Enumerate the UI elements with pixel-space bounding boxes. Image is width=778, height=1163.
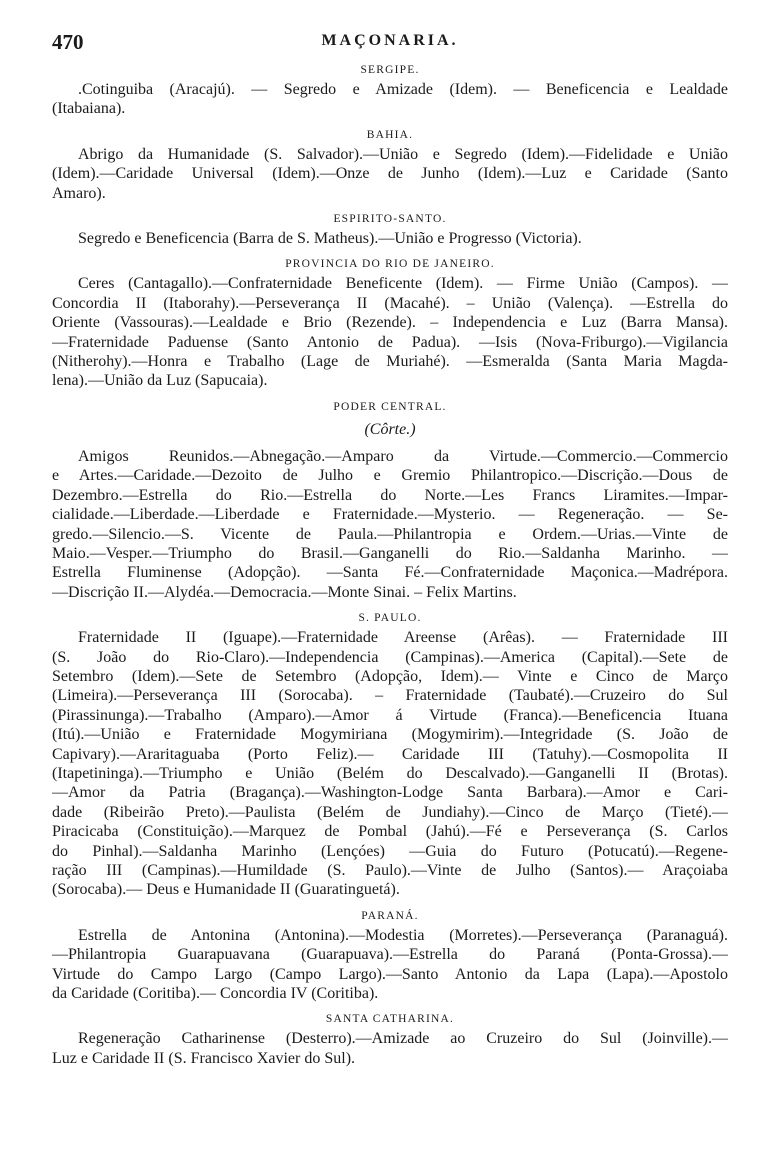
- lodge-paragraph: [52, 229, 728, 248]
- lodge-paragraph: [52, 628, 728, 900]
- text-line: Piracicaba (Constituição).—Marquez de Pombal (Jahú).—Fé e Perseverança (S. Carlos: [52, 823, 728, 841]
- section-heading: S. PAULO.: [358, 612, 422, 625]
- lodge-paragraph: [52, 145, 728, 203]
- province-section: [52, 129, 728, 203]
- lodge-list: [52, 64, 728, 1068]
- province-section: [52, 612, 728, 900]
- text-line: e Artes.—Caridade.—Dezoito de Julho e Gremio Philantropico.—Discrição.—Dous de: [52, 467, 728, 485]
- text-line: do Pinhal).—Saldanha Marinho (Lençóes) —Guia do Futuro (Potucatú).—Regene-: [52, 842, 728, 860]
- text-line: .Cotinguiba (Aracajú). — Segredo e Amizade (Idem). — Beneficencia e Lealdade: [78, 81, 728, 98]
- text-line: Setembro (Idem).—Sete de Setembro (Adopção, Idem).— Vinte e Cinco de Março: [52, 667, 728, 685]
- text-line: ração III (Campinas).—Humildade (S. Paulo).—Vinte de Julho (Santos).— Araçoiaba: [52, 862, 728, 879]
- text-line: Oriente (Vassouras).—Lealdade e Brio (Rezende). – Independencia e Luz (Barra Mansa).: [52, 314, 728, 332]
- section-heading: PODER CENTRAL.: [333, 400, 447, 413]
- text-line: Virtude do Campo Largo (Campo Largo).—Santo Antonio da Lapa (Lapa).—Apostolo: [52, 965, 728, 983]
- text-line: (Itabaiana).: [52, 100, 126, 118]
- text-line: Fraternidade II (Iguape).—Fraternidade Areense (Arêas). — Fraternidade III: [78, 629, 728, 647]
- text-line: (Itapetininga).—Triumpho e União (Belém do Descalvado).—Ganganelli II (Brotas).: [52, 764, 728, 782]
- text-line: Amaro).: [52, 184, 106, 202]
- lodge-paragraph: [52, 447, 728, 602]
- text-line: da Caridade (Coritiba).— Concordia IV (Coritiba).: [52, 985, 379, 1003]
- section-heading: ESPIRITO-SANTO.: [333, 213, 447, 226]
- lodge-paragraph: [52, 926, 728, 1004]
- text-line: Estrella Fluminense (Adopção). —Santa Fé.—Confraternidade Maçonica.—Madrépora.: [52, 564, 728, 582]
- text-line: Capivary).—Araritaguaba (Porto Feliz).— Caridade III (Tatuhy).—Cosmopolita II: [52, 745, 728, 763]
- text-line: —Discrição II.—Alydéa.—Democracia.—Monte Sinai. – Felix Martins.: [52, 583, 517, 601]
- text-line: Abrigo da Humanidade (S. Salvador).—União e Segredo (Idem).—Fidelidade e União: [78, 145, 728, 163]
- text-line: (S. João do Rio-Claro).—Independencia (Campinas).—America (Capital).—Sete de: [52, 648, 728, 666]
- text-line: Amigos Reunidos.—Abnegação.—Amparo da Virtude.—Commercio.—Commercio: [78, 447, 728, 465]
- page-number: 470: [52, 30, 84, 54]
- text-line: —Fraternidade Paduense (Santo Antonio de Padua). —Isis (Nova-Friburgo).—Vigilancia: [52, 333, 728, 351]
- province-section: [52, 1013, 728, 1068]
- text-line: Luz e Caridade II (S. Francisco Xavier do Sul).: [52, 1049, 356, 1067]
- text-line: cialidade.—Liberdade.—Liberdade e Fraternidade.—Mysterio. — Regeneração. — Se-: [52, 506, 728, 524]
- section-heading: SERGIPE.: [360, 64, 420, 76]
- lodge-paragraph: [52, 1029, 728, 1068]
- text-line: gredo.—Silencio.—S. Vicente de Paula.—Philantropia e Ordem.—Urias.—Vinte de: [52, 525, 728, 543]
- lodge-paragraph: [52, 80, 728, 119]
- text-line: lena).—União da Luz (Sapucaia).: [52, 372, 268, 390]
- running-header: [52, 30, 728, 58]
- text-line: (Itú).—União e Fraternidade Mogymiriana (Mogymirim).—Integridade (S. João de: [52, 726, 728, 744]
- text-line: Dezembro.—Estrella do Rio.—Estrella do Norte.—Les Francs Liramites.—Impar-: [52, 486, 728, 504]
- text-line: dade (Ribeirão Preto).—Paulista (Belém de Jundiahy).—Cinco de Março (Tieté).—: [52, 803, 728, 821]
- text-line: (Limeira).—Perseverança III (Sorocaba). – Fraternidade (Taubaté).—Cruzeiro do Sul: [52, 687, 728, 705]
- text-line: Segredo e Beneficencia (Barra de S. Matheus).—União e Progresso (Victoria).: [78, 230, 582, 248]
- text-line: (Sorocaba).— Deus e Humanidade II (Guaratinguetá).: [52, 881, 400, 899]
- book-page: [52, 30, 728, 1078]
- section-subheading: (Côrte.): [364, 420, 416, 438]
- text-line: (Idem).—Caridade Universal (Idem).—Onze de Junho (Idem).—Luz e Caridade (Santo: [52, 165, 728, 183]
- province-section: [52, 401, 728, 602]
- province-section: [52, 258, 728, 390]
- section-heading: PARANÁ.: [361, 909, 419, 922]
- province-section: [52, 213, 728, 248]
- text-line: (Pirassinunga).—Trabalho (Amparo).—Amor á Virtude (Franca).—Beneficencia Ituana: [52, 706, 728, 724]
- section-heading: SANTA CATHARINA.: [325, 1013, 455, 1026]
- lodge-paragraph: [52, 274, 728, 390]
- text-line: Concordia II (Itaborahy).—Perseverança II (Macahé). – União (Valença). —Estrella do: [52, 294, 728, 312]
- text-line: —Philantropia Guarapuavana (Guarapuava).—Estrella do Paraná (Ponta-Grossa).—: [52, 946, 728, 964]
- text-line: Estrella de Antonina (Antonina).—Modestia (Morretes).—Perseverança (Paranaguá).: [78, 926, 728, 944]
- section-heading: PROVINCIA DO RIO DE JANEIRO.: [285, 258, 495, 271]
- text-line: Maio.—Vesper.—Triumpho do Brasil.—Ganganelli do Rio.—Saldanha Marinho. —: [52, 544, 728, 562]
- text-line: Ceres (Cantagallo).—Confraternidade Beneficente (Idem). — Firme União (Campos). —: [78, 275, 728, 293]
- text-line: —Amor da Patria (Bragança).—Washington-Lodge Santa Barbara).—Amor e Cari-: [52, 784, 728, 802]
- section-heading: BAHIA.: [366, 128, 414, 141]
- text-line: Regeneração Catharinense (Desterro).—Amizade ao Cruzeiro do Sul (Joinville).—: [78, 1030, 728, 1048]
- province-section: [52, 64, 728, 119]
- text-line: (Nitherohy).—Honra e Trabalho (Lage de Muriahé). —Esmeralda (Santa Maria Magda-: [52, 353, 728, 371]
- running-title: MAÇONARIA.: [321, 32, 459, 49]
- province-section: [52, 910, 728, 1004]
